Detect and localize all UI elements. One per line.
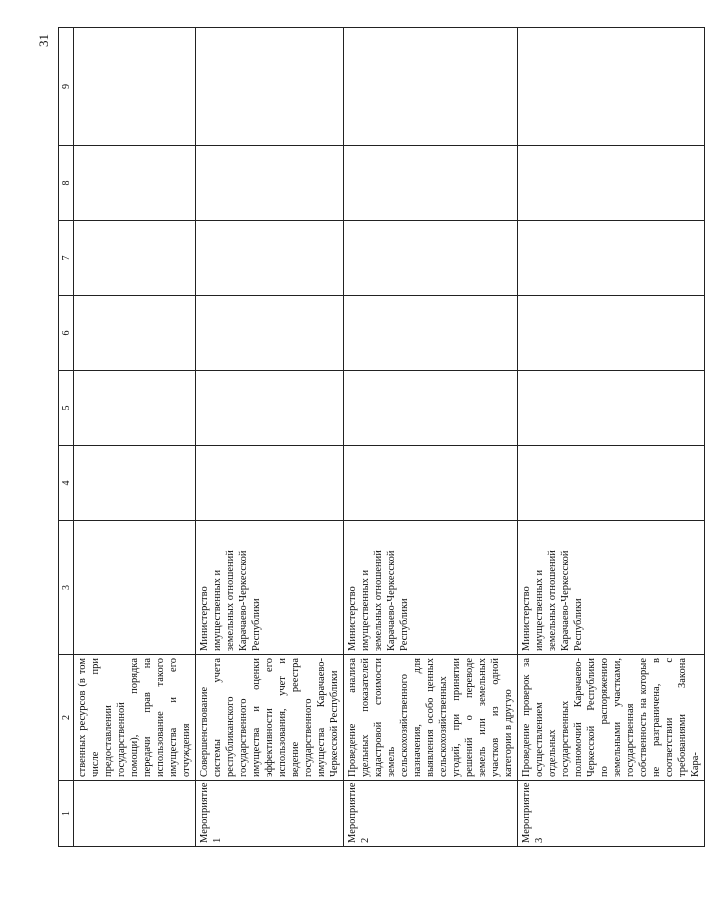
column-number: 8 bbox=[59, 146, 74, 221]
empty-cell bbox=[74, 296, 196, 371]
table-row bbox=[518, 28, 705, 847]
empty-cell bbox=[518, 146, 705, 221]
measure-description: ственных ресурсов (в том числе при предоставлении государственной помощи), порядка передачи прав на использование такого имущества и его отчуждения bbox=[74, 655, 196, 781]
table-row bbox=[344, 28, 518, 847]
responsible-body: Министерство имущественных и земельных отношений Карачаево-Черкесской Республики bbox=[196, 521, 344, 655]
responsible-body: Министерство имущественных и земельных отношений Карачаево-Черкесской Республики bbox=[344, 521, 518, 655]
empty-cell bbox=[74, 146, 196, 221]
measure-description: Проведение проверок за осуществлением отдельных государственных полномочий Карачаево-Черкесской Республики по распоряжению земельными участками, государственная собственность на которые не разграничена, в соответствии с требованиями Закона Кара- bbox=[518, 655, 705, 781]
measure-description: Совершенствование системы учета республиканского государственного имущества и оценки эффективности его использования, учет и ведение реестра государственного имущества Карачаево-Черкесской Республики bbox=[196, 655, 344, 781]
page-number: 31 bbox=[36, 34, 51, 47]
measure-description: Проведение анализа удельных показателей кадастровой стоимости земель сельскохозяйственного назначения, для выявления особо ценных сельскохозяйственных угодий, при принятии решений о переводе земель или земельных участков из одной категории в другую bbox=[344, 655, 518, 781]
column-number: 5 bbox=[59, 371, 74, 446]
empty-cell bbox=[518, 221, 705, 296]
column-number: 3 bbox=[59, 521, 74, 655]
empty-cell bbox=[196, 446, 344, 521]
empty-cell bbox=[344, 146, 518, 221]
empty-cell bbox=[74, 28, 196, 146]
measure-label: Мероприятие 1 bbox=[196, 781, 344, 847]
column-number: 2 bbox=[59, 655, 74, 781]
empty-cell bbox=[344, 446, 518, 521]
table-row bbox=[74, 28, 196, 847]
empty-cell bbox=[196, 28, 344, 146]
measure-label: Мероприятие 3 bbox=[518, 781, 705, 847]
measure-label: Мероприятие 2 bbox=[344, 781, 518, 847]
column-number: 1 bbox=[59, 781, 74, 847]
empty-cell bbox=[74, 221, 196, 296]
column-number: 4 bbox=[59, 446, 74, 521]
responsible-body bbox=[74, 521, 196, 655]
column-number: 6 bbox=[59, 296, 74, 371]
empty-cell bbox=[74, 446, 196, 521]
empty-cell bbox=[344, 296, 518, 371]
empty-cell bbox=[518, 371, 705, 446]
empty-cell bbox=[518, 296, 705, 371]
rotated-table-area bbox=[36, 28, 701, 847]
empty-cell bbox=[196, 296, 344, 371]
column-number-row bbox=[59, 28, 74, 847]
column-number: 9 bbox=[59, 28, 74, 146]
responsible-body: Министерство имущественных и земельных отношений Карачаево-Черкесской Республики bbox=[518, 521, 705, 655]
empty-cell bbox=[344, 371, 518, 446]
measure-label bbox=[74, 781, 196, 847]
table-row bbox=[196, 28, 344, 847]
empty-cell bbox=[518, 446, 705, 521]
empty-cell bbox=[74, 371, 196, 446]
empty-cell bbox=[518, 28, 705, 146]
empty-cell bbox=[344, 221, 518, 296]
empty-cell bbox=[196, 221, 344, 296]
empty-cell bbox=[196, 146, 344, 221]
column-number: 7 bbox=[59, 221, 74, 296]
empty-cell bbox=[344, 28, 518, 146]
empty-cell bbox=[196, 371, 344, 446]
measures-table bbox=[58, 27, 705, 847]
